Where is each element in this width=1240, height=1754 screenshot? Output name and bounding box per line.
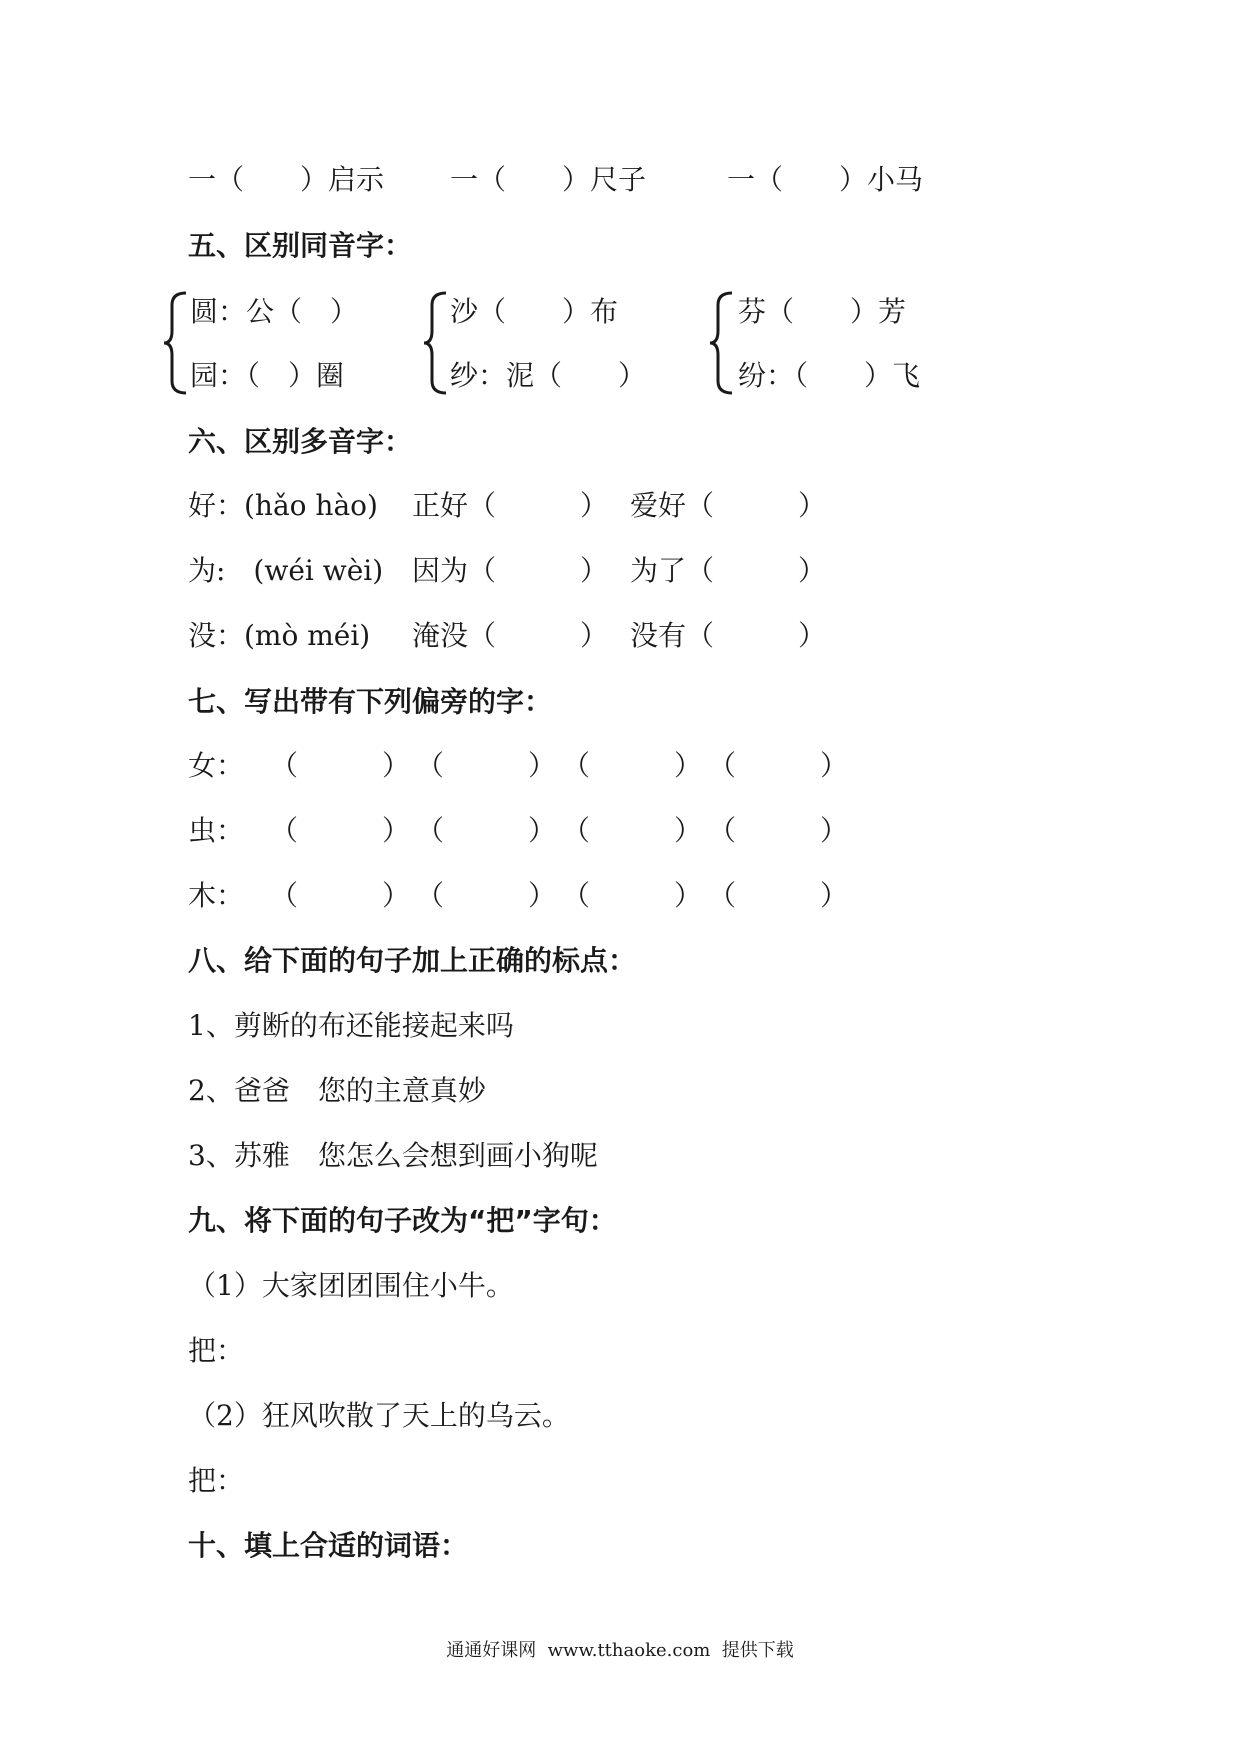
polyphone-word-2a: 因为（ ）	[412, 554, 609, 587]
homophone-group-2-a: 沙（ ）布	[450, 295, 619, 328]
brace-icon	[422, 291, 450, 395]
measure-word-item-3: 一（ ）小马	[727, 163, 924, 196]
section-8-title: 八、给下面的句子加上正确的标点：	[188, 944, 637, 977]
homophone-group-1-b: 园：（ ）圈	[190, 359, 345, 392]
homophone-group-2-b: 纱：泥（ ）	[450, 359, 647, 392]
homophone-group-3-a: 芬（ ）芳	[738, 295, 907, 328]
radical-blank: （ ）	[416, 879, 557, 912]
section-5-title: 五、区别同音字：	[188, 229, 413, 262]
radical-label-3: 木：	[188, 879, 245, 912]
polyphone-word-2b: 为了（ ）	[630, 554, 827, 587]
polyphone-char-3: 没：(mò méi)	[188, 619, 371, 652]
radical-label-2: 虫：	[188, 814, 245, 847]
punctuation-item-3: 3、苏雅 您怎么会想到画小狗呢	[188, 1139, 598, 1172]
measure-word-item-1: 一（ ）启示	[188, 163, 385, 196]
ba-sentence-answer-2: 把：	[188, 1464, 245, 1497]
section-10-title: 十、填上合适的词语：	[188, 1529, 469, 1562]
ba-sentence-question-1: （1）大家团团围住小牛。	[188, 1269, 514, 1302]
radical-blank: （ ）	[270, 814, 411, 847]
ba-sentence-question-2: （2）狂风吹散了天上的乌云。	[188, 1399, 570, 1432]
homophone-group-3-b: 纷：（ ）飞	[738, 359, 921, 392]
radical-blank: （ ）	[562, 749, 703, 782]
radical-blank: （ ）	[708, 879, 849, 912]
polyphone-word-1b: 爱好（ ）	[630, 489, 827, 522]
polyphone-char-1: 好：(hǎo hào)	[188, 489, 378, 522]
radical-blank: （ ）	[416, 749, 557, 782]
radical-blank: （ ）	[708, 749, 849, 782]
polyphone-word-3b: 没有（ ）	[630, 619, 827, 652]
section-7-title: 七、写出带有下列偏旁的字：	[188, 685, 553, 718]
radical-blank: （ ）	[270, 879, 411, 912]
punctuation-item-1: 1、剪断的布还能接起来吗	[188, 1009, 514, 1042]
brace-icon	[162, 291, 190, 395]
ba-sentence-answer-1: 把：	[188, 1334, 245, 1367]
homophone-group-1-a: 圆：公（ ）	[190, 295, 359, 328]
radical-blank: （ ）	[416, 814, 557, 847]
polyphone-word-3a: 淹没（ ）	[412, 619, 609, 652]
page-footer: 通通好课网 www.tthaoke.com 提供下载	[446, 1640, 794, 1661]
radical-label-1: 女：	[188, 749, 245, 782]
polyphone-char-2: 为: (wéi wèi)	[188, 554, 384, 587]
radical-blank: （ ）	[562, 814, 703, 847]
section-9-title: 九、将下面的句子改为“把”字句：	[188, 1204, 617, 1237]
polyphone-word-1a: 正好（ ）	[412, 489, 609, 522]
punctuation-item-2: 2、爸爸 您的主意真妙	[188, 1074, 486, 1107]
radical-blank: （ ）	[562, 879, 703, 912]
measure-word-item-2: 一（ ）尺子	[450, 163, 647, 196]
brace-icon	[708, 291, 736, 395]
section-6-title: 六、区别多音字：	[188, 425, 413, 458]
radical-blank: （ ）	[270, 749, 411, 782]
radical-blank: （ ）	[708, 814, 849, 847]
